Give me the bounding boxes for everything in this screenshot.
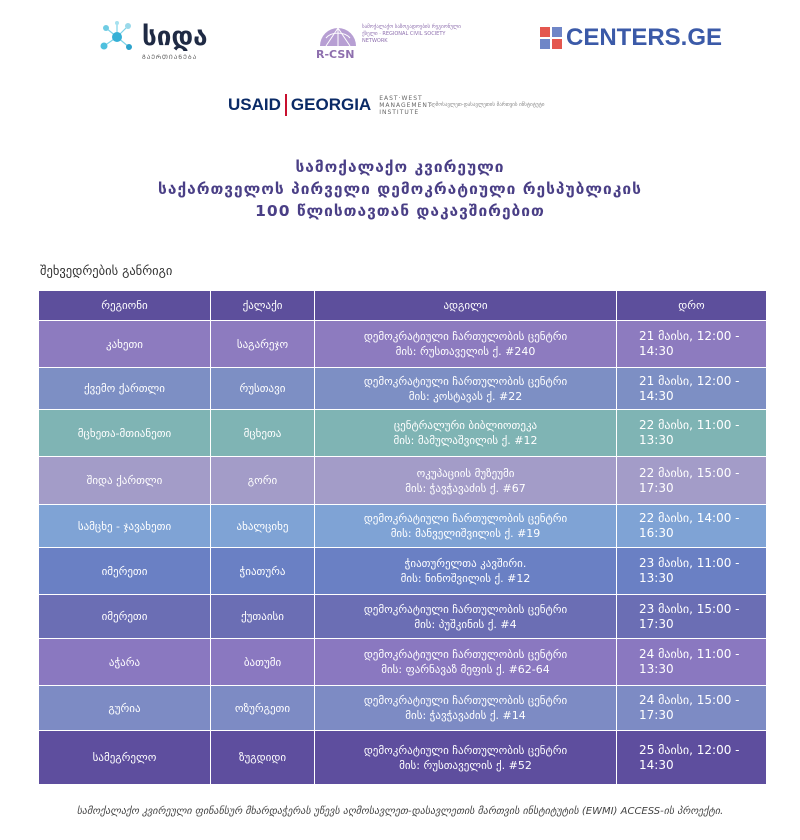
sida-logo bbox=[98, 20, 208, 61]
page-title bbox=[0, 156, 800, 222]
title-line: 100 წლისთავთან დაკავშირებით bbox=[255, 202, 545, 220]
sida-wordmark: სიდა bbox=[142, 22, 208, 52]
cell-region: შიდა ქართლი bbox=[39, 457, 211, 505]
place-name: დემოკრატიული ჩართულობის ცენტრი bbox=[363, 743, 568, 757]
cell-place bbox=[315, 731, 617, 785]
place-name: დემოკრატიული ჩართულობის ცენტრი bbox=[363, 512, 568, 525]
rcsn-caption: სამოქალაქო საზოგადოების რეგიონული ქსელი · REGIONAL CIVIL SOCIETY NETWORK bbox=[362, 24, 461, 44]
cell-city: საგარეჯო bbox=[211, 321, 315, 368]
ewmi-caption: აღმოსავლეთ-დასავლეთის მართვის ინსტიტუტი bbox=[429, 102, 545, 108]
cell-region: სამეგრელო bbox=[39, 731, 211, 785]
place-name: დემოკრატიული ჩართულობის ცენტრი bbox=[363, 648, 568, 661]
usaid-wordmark: USAID bbox=[228, 95, 281, 114]
cell-city: ზუგდიდი bbox=[211, 731, 315, 785]
table-row bbox=[39, 505, 767, 548]
header-time: დრო bbox=[617, 291, 767, 321]
table-row bbox=[39, 639, 767, 686]
cell-region: ქვემო ქართლი bbox=[39, 368, 211, 410]
place-address: მის: მანველიშვილის ქ. #19 bbox=[390, 527, 541, 540]
table-row bbox=[39, 731, 767, 785]
cell-place bbox=[315, 639, 617, 686]
table-row bbox=[39, 686, 767, 731]
cell-time: 24 მაისი, 11:00 - 13:30 bbox=[617, 639, 767, 686]
place-address: მის: ჭავჭავაძის ქ. #67 bbox=[405, 481, 526, 495]
table-row bbox=[39, 595, 767, 639]
cell-city: ბათუმი bbox=[211, 639, 315, 686]
cell-city: ოზურგეთი bbox=[211, 686, 315, 731]
place-name: დემოკრატიული ჩართულობის ცენტრი bbox=[363, 602, 568, 616]
cell-time: 23 მაისი, 15:00 - 17:30 bbox=[617, 595, 767, 639]
table-header-row bbox=[39, 291, 767, 321]
cell-time: 24 მაისი, 15:00 - 17:30 bbox=[617, 686, 767, 731]
cell-place bbox=[315, 686, 617, 731]
centers-logo bbox=[540, 24, 722, 52]
cell-region: გურია bbox=[39, 686, 211, 731]
header-region: რეგიონი bbox=[39, 291, 211, 321]
table-row bbox=[39, 457, 767, 505]
cell-region: კახეთი bbox=[39, 321, 211, 368]
place-address: მის: რუსთაველის ქ. #240 bbox=[395, 345, 536, 358]
cell-place bbox=[315, 410, 617, 457]
place-address: მის: რუსთაველის ქ. #52 bbox=[399, 758, 532, 772]
cell-city: გორი bbox=[211, 457, 315, 505]
cell-city: ქუთაისი bbox=[211, 595, 315, 639]
table-row bbox=[39, 368, 767, 410]
cell-place bbox=[315, 457, 617, 505]
cell-place bbox=[315, 368, 617, 410]
schedule-heading: შეხვედრების განრიგი bbox=[40, 263, 173, 278]
cell-city: ახალციხე bbox=[211, 505, 315, 548]
table-row bbox=[39, 410, 767, 457]
partner-logos bbox=[0, 20, 800, 70]
rcsn-logo bbox=[316, 20, 461, 61]
place-name: დემოკრატიული ჩართულობის ცენტრი bbox=[363, 374, 568, 388]
header-city: ქალაქი bbox=[211, 291, 315, 321]
place-address: მის: კოსტავას ქ. #22 bbox=[408, 389, 523, 403]
place-name: ცენტრალური ბიბლიოთეკა bbox=[393, 419, 538, 432]
cell-place bbox=[315, 595, 617, 639]
place-name: დემოკრატიული ჩართულობის ცენტრი bbox=[363, 330, 568, 343]
cell-time: 23 მაისი, 11:00 - 13:30 bbox=[617, 548, 767, 595]
place-name: ოკუპაციის მუზეუმი bbox=[416, 466, 515, 480]
cell-time: 25 მაისი, 12:00 - 14:30 bbox=[617, 731, 767, 785]
georgia-wordmark: GEORGIA bbox=[290, 95, 372, 114]
title-line: საქართველოს პირველი დემოკრატიული რესპუბლიკის bbox=[158, 180, 642, 198]
header-place: ადგილი bbox=[315, 291, 617, 321]
cell-place bbox=[315, 321, 617, 368]
table-row bbox=[39, 548, 767, 595]
cell-region: აჭარა bbox=[39, 639, 211, 686]
sida-subtitle: ᲒᲐᲔᲠᲗᲘᲐᲜᲔᲑᲐ bbox=[142, 54, 198, 61]
cell-region: მცხეთა-მთიანეთი bbox=[39, 410, 211, 457]
title-line: სამოქალაქო კვირეული bbox=[295, 158, 505, 176]
place-name: დემოკრატიული ჩართულობის ცენტრი bbox=[363, 694, 568, 707]
cell-time: 21 მაისი, 12:00 - 14:30 bbox=[617, 368, 767, 410]
cell-time: 21 მაისი, 12:00 - 14:30 bbox=[617, 321, 767, 368]
cell-city: რუსთავი bbox=[211, 368, 315, 410]
place-address: მის: ნინოშვილის ქ. #12 bbox=[400, 572, 531, 585]
cell-place bbox=[315, 505, 617, 548]
sida-network-icon bbox=[98, 20, 136, 54]
cell-time: 22 მაისი, 15:00 - 17:30 bbox=[617, 457, 767, 505]
place-address: მის: მამულაშვილის ქ. #12 bbox=[393, 434, 538, 447]
centers-grid-icon bbox=[540, 27, 562, 49]
cell-time: 22 მაისი, 14:00 - 16:30 bbox=[617, 505, 767, 548]
cell-region: იმერეთი bbox=[39, 595, 211, 639]
cell-region: სამცხე - ჯავახეთი bbox=[39, 505, 211, 548]
place-name: ჭიათურელთა კავშირი. bbox=[404, 557, 527, 570]
cell-city: მცხეთა bbox=[211, 410, 315, 457]
cell-city: ჭიათურა bbox=[211, 548, 315, 595]
place-address: მის: პუშკინის ქ. #4 bbox=[414, 617, 517, 631]
cell-place bbox=[315, 548, 617, 595]
logo-divider bbox=[285, 94, 287, 116]
funding-note: სამოქალაქო კვირეული ფინანსურ მხარდაჭერას უწევს აღმოსავლეთ-დასავლეთის მართვის ინსტიტუტის (EWMI) ACCESS-ის პროექტი. bbox=[76, 806, 724, 817]
schedule-table bbox=[38, 290, 767, 785]
rcsn-abbr: R-CSN bbox=[316, 48, 355, 61]
place-address: მის: ფარნავაზ მეფის ქ. #62-64 bbox=[381, 663, 550, 676]
table-row bbox=[39, 321, 767, 368]
rcsn-dome-icon bbox=[318, 20, 358, 48]
usaid-georgia-logo bbox=[228, 94, 559, 116]
place-address: მის: ჭავჭავაძის ქ. #14 bbox=[405, 709, 526, 722]
ewmi-wordmark: EAST·WEST MANAGEMENT INSTITUTE bbox=[379, 94, 433, 116]
cell-time: 22 მაისი, 11:00 - 13:30 bbox=[617, 410, 767, 457]
cell-region: იმერეთი bbox=[39, 548, 211, 595]
centers-wordmark: CENTERS.GE bbox=[566, 24, 723, 51]
